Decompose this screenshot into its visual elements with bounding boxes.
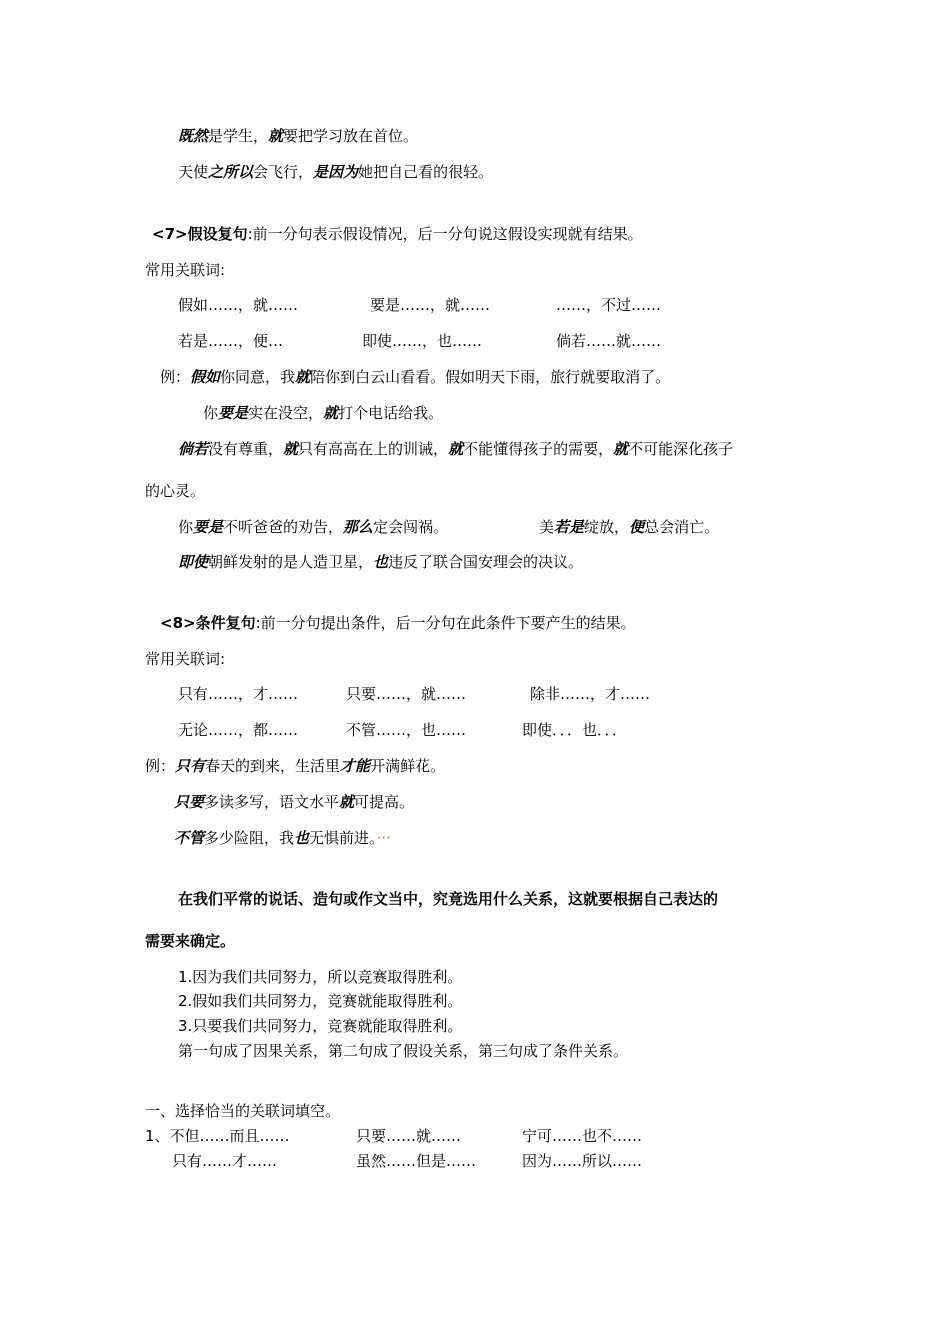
text: 实在没空， (248, 404, 324, 422)
keyword: 倘若 (178, 440, 209, 458)
keyword: 就 (295, 368, 311, 386)
conjunction-pair: 只有……，才…… (178, 685, 299, 703)
text: 绽放， (584, 518, 630, 536)
text: 你 (203, 404, 219, 422)
example-line (178, 162, 493, 182)
exercise-option: 1、不但……而且…… (145, 1127, 290, 1145)
keyword: 就 (283, 440, 299, 458)
conclusion-line: 第一句成了因果关系，第二句成了假设关系，第三句成了条件关系。 (178, 1042, 629, 1060)
keyword: 即使 (178, 553, 209, 571)
exercise-option: 虽然……但是…… (356, 1152, 477, 1170)
conjunction-pair: 不管……，也…… (346, 721, 467, 739)
example-line (178, 126, 418, 146)
example-line (178, 439, 733, 459)
keyword: 既然 (178, 127, 209, 145)
text: 不可能深化孩子 (628, 440, 734, 458)
text: 多少险阻，我 (204, 829, 295, 847)
conjunction-pair: 倘若……就…… (556, 332, 662, 350)
list-item: 2.假如我们共同努力，竞赛就能取得胜利。 (178, 992, 463, 1010)
conjunction-pair: 要是……，就…… (370, 296, 491, 314)
heading-title: <7>假设复句 (152, 225, 248, 243)
keyword: 要是 (218, 404, 249, 422)
text: 只有高高在上的训诫， (298, 440, 449, 458)
keyword: 是因为 (313, 163, 359, 181)
text: 没有尊重， (208, 440, 284, 458)
keyword: 也 (373, 553, 389, 571)
text: 美 (539, 518, 555, 536)
keyword: 那么 (343, 518, 374, 536)
text: 不能懂得孩子的需要， (463, 440, 614, 458)
text: 违反了联合国安理会的决议。 (388, 553, 584, 571)
text: 开满鲜花。 (370, 757, 446, 775)
conjunction-pair: 即使……，也…… (362, 332, 483, 350)
example-line-cont: 的心灵。 (145, 482, 206, 500)
text: 不听爸爸的劝告， (223, 518, 344, 536)
text: 例： (160, 368, 191, 386)
text: 无惧前进。 (309, 829, 377, 847)
keyword: 若是 (554, 518, 585, 536)
keyword: 就 (323, 404, 339, 422)
common-label: 常用关联词: (145, 650, 226, 668)
text: 多读多写，语文水平 (204, 793, 340, 811)
keyword: 就 (268, 127, 284, 145)
example-line (203, 403, 443, 423)
conjunction-pair: 若是……，便… (178, 332, 284, 350)
keyword: 就 (613, 440, 629, 458)
keyword: 便 (629, 518, 645, 536)
keyword: 不管 (174, 829, 205, 847)
text: 总会消亡。 (644, 518, 720, 536)
exercise-option: 因为……所以…… (522, 1152, 643, 1170)
keyword: 也 (294, 829, 310, 847)
section-heading (152, 224, 643, 244)
conjunction-pair: 只要……，就…… (346, 685, 467, 703)
example-line (174, 828, 391, 848)
heading-desc: :前一分句提出条件，后一分句在此条件下要产生的结果。 (255, 614, 636, 632)
text: 你同意，我 (220, 368, 296, 386)
example-line (178, 552, 583, 572)
list-item: 1.因为我们共同努力，所以竞赛取得胜利。 (178, 968, 463, 986)
example-line (539, 517, 719, 537)
common-label: 常用关联词: (145, 261, 226, 279)
conjunction-pair: 假如……，就…… (178, 296, 299, 314)
example-line (174, 792, 414, 812)
ellipsis-mark: ··· (376, 829, 391, 847)
example-line (178, 517, 448, 537)
keyword: 只有 (175, 757, 206, 775)
conjunction-pair: 无论……，都…… (178, 721, 299, 739)
keyword: 只要 (174, 793, 205, 811)
heading-desc: :前一分句表示假设情况，后一分句说这假设实现就有结果。 (247, 225, 643, 243)
text: 例： (145, 757, 176, 775)
text: 打个电话给我。 (338, 404, 444, 422)
summary-line: 需要来确定。 (145, 932, 236, 950)
keyword: 才能 (340, 757, 371, 775)
text: 定会闯祸。 (373, 518, 449, 536)
keyword: 就 (339, 793, 355, 811)
example-line (145, 756, 445, 776)
text: 会飞行， (253, 163, 314, 181)
text: 陪你到白云山看看。假如明天下雨，旅行就要取消了。 (310, 368, 671, 386)
example-line (160, 367, 670, 387)
text: 她把自己看的很轻。 (358, 163, 494, 181)
text: 朝鲜发射的是人造卫星， (208, 553, 374, 571)
keyword: 之所以 (208, 163, 254, 181)
list-item: 3.只要我们共同努力，竞赛就能取得胜利。 (178, 1017, 463, 1035)
keyword: 就 (448, 440, 464, 458)
keyword: 假如 (190, 368, 221, 386)
conjunction-pair: 即使．．．也．．． (522, 721, 628, 739)
text: 可提高。 (354, 793, 415, 811)
text: 你 (178, 518, 194, 536)
text: 春天的到来，生活里 (205, 757, 341, 775)
summary-line: 在我们平常的说话、造句或作文当中，究竟选用什么关系，这就要根据自己表达的 (178, 890, 719, 908)
keyword: 要是 (193, 518, 224, 536)
exercise-option: 宁可……也不…… (522, 1127, 643, 1145)
conjunction-pair: 除非……，才…… (530, 685, 651, 703)
text: 天使 (178, 163, 209, 181)
exercise-option: 只要……就…… (356, 1127, 462, 1145)
exercise-option: 只有……才…… (172, 1152, 278, 1170)
exercise-title: 一、选择恰当的关联词填空。 (145, 1102, 341, 1120)
text: 要把学习放在首位。 (283, 127, 419, 145)
heading-title: <8>条件复句 (160, 614, 256, 632)
text: 是学生， (208, 127, 269, 145)
section-heading (160, 613, 636, 633)
conjunction-pair: ……，不过…… (556, 296, 662, 314)
